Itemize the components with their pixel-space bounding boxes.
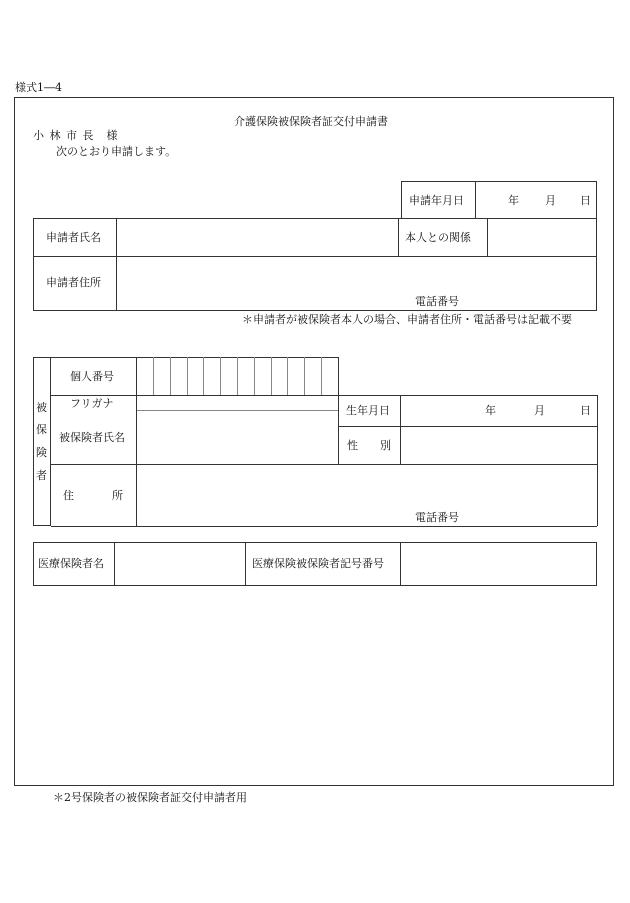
footer-note: ＊2号保険者の被保険者証交付申請者用 — [53, 791, 247, 804]
insured-side-column — [33, 357, 51, 526]
birth-date-label: 生年月日 — [346, 404, 390, 417]
applicant-address-label: 申請者住所 — [46, 276, 101, 289]
furigana-label: フリガナ — [70, 397, 114, 410]
birth-year-unit: 年 — [485, 404, 496, 417]
personal-number-input[interactable] — [137, 358, 337, 394]
personal-number-label: 個人番号 — [70, 370, 114, 383]
insured-phone-label: 電話番号 — [415, 511, 459, 524]
birth-month-unit: 月 — [534, 404, 545, 417]
insured-address-label-1: 住 — [63, 489, 74, 502]
insured-side-char-3: 険 — [36, 446, 47, 459]
form-title: 介護保険被保険者証交付申請書 — [234, 115, 388, 128]
applicant-name-input[interactable] — [117, 219, 397, 255]
relation-input[interactable] — [488, 219, 596, 255]
application-date-input[interactable] — [476, 182, 596, 218]
applicant-phone-label: 電話番号 — [415, 295, 459, 308]
date-day-unit: 日 — [580, 194, 591, 207]
insured-name-input[interactable] — [137, 411, 337, 463]
symbol-number-input[interactable] — [401, 543, 596, 585]
intro-text: 次のとおり申請します。 — [56, 145, 177, 158]
insured-name-label: 被保険者氏名 — [59, 431, 125, 444]
relation-label: 本人との関係 — [405, 231, 471, 244]
insured-side-char-4: 者 — [36, 469, 47, 482]
applicant-note: ＊申請者が被保険者本人の場合、申請者住所・電話番号は記載不要 — [242, 313, 572, 326]
birth-day-unit: 日 — [580, 404, 591, 417]
symbol-number-label: 医療保険被保険者記号番号 — [252, 557, 384, 570]
date-month-unit: 月 — [545, 194, 556, 207]
sex-input[interactable] — [401, 427, 596, 463]
insured-address-label-2: 所 — [112, 489, 123, 502]
applicant-name-label: 申請者氏名 — [46, 231, 101, 244]
insurer-name-label: 医療保険者名 — [38, 557, 104, 570]
insurer-name-input[interactable] — [115, 543, 244, 585]
insured-address-input[interactable] — [137, 465, 596, 525]
addressee: 小 林 市 長 様 — [33, 129, 119, 142]
applicant-address-input[interactable] — [117, 257, 596, 310]
furigana-input[interactable] — [137, 396, 337, 409]
insured-side-char-2: 保 — [36, 423, 47, 436]
form-id: 様式1―4 — [15, 81, 62, 94]
insured-side-char-1: 被 — [36, 401, 47, 414]
birth-date-input[interactable] — [401, 396, 596, 425]
application-date-label: 申請年月日 — [409, 194, 464, 207]
date-year-unit: 年 — [508, 194, 519, 207]
sex-label: 性 別 — [347, 439, 391, 452]
